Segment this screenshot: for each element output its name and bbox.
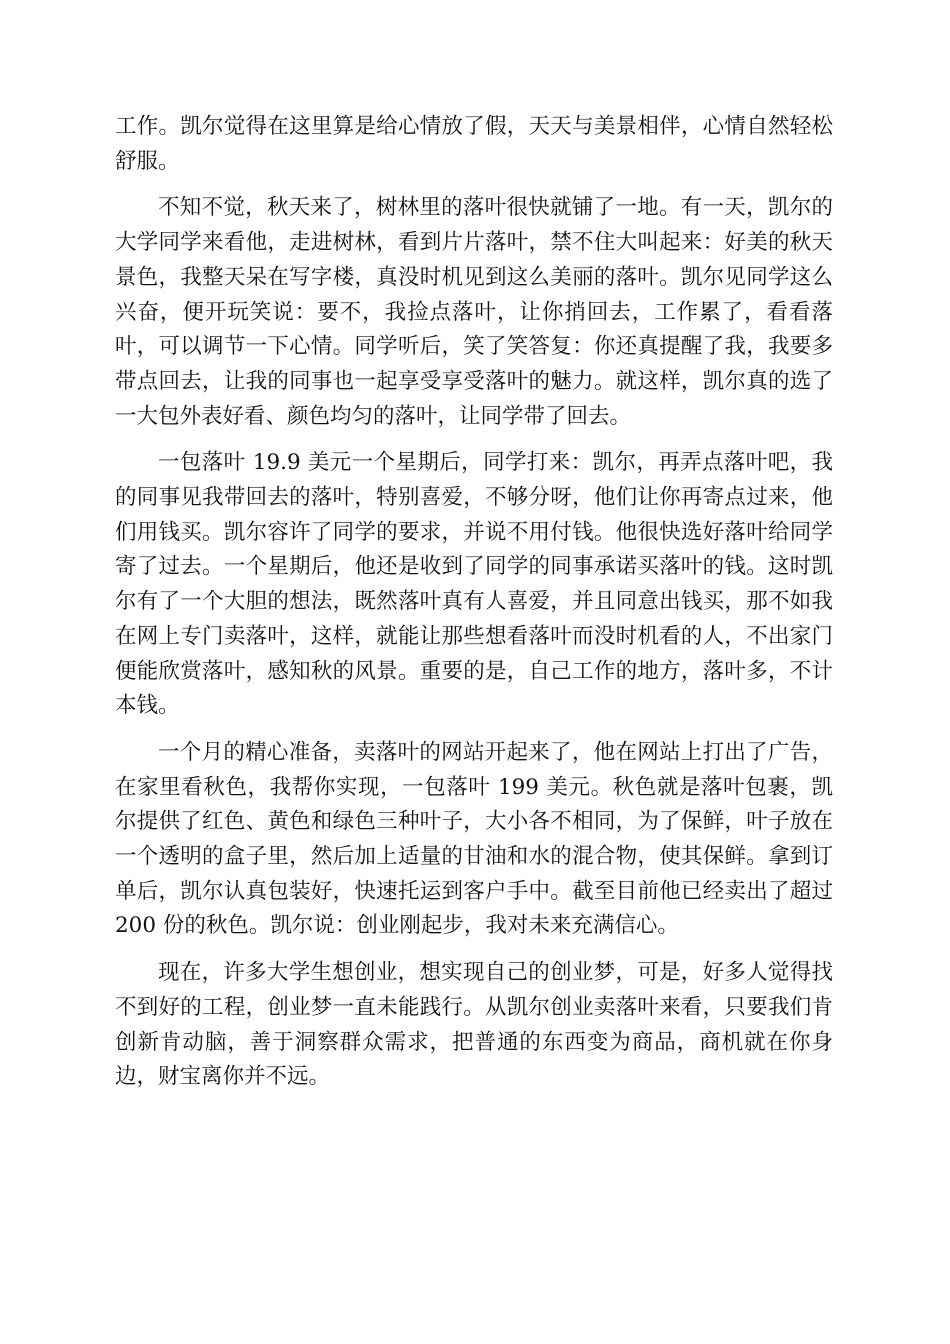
paragraph-website: 一个月的精心准备，卖落叶的网站开起来了，他在网站上打出了广告，在家里看秋色，我帮你实现，一包落叶 199 美元。秋色就是落叶包裹，凯尔提供了红色、黄色和绿色三种叶子，大小各不相同，为了保鲜，叶子放在一个透明的盒子里，然后加上适量的甘油和水的混合物，使其保鲜。拿到订单后，凯尔认真包装好，快速托运到客户手中。截至目前他已经卖出了超过 200 份的秋色。凯尔说：创业刚起步，我对未来充满信心。 xyxy=(115,739,833,939)
paragraph-continuation: 工作。凯尔觉得在这里算是给心情放了假，天天与美景相伴，心情自然轻松舒服。 xyxy=(115,114,833,174)
paragraph-conclusion: 现在，许多大学生想创业，想实现自己的创业梦，可是，好多人觉得找不到好的工程，创业梦一直未能践行。从凯尔创业卖落叶来看，只要我们肯创新肯动脑，善于洞察群众需求，把普通的东西变为商品，商机就在你身边，财宝离你并不远。 xyxy=(115,960,833,1090)
paragraph-autumn-leaves: 不知不觉，秋天来了，树林里的落叶很快就铺了一地。有一天，凯尔的大学同学来看他，走进树林，看到片片落叶，禁不住大叫起来：好美的秋天景色，我整天呆在写字楼，真没时机见到这么美丽的落叶。凯尔见同学这么兴奋，便开玩笑说：要不，我捡点落叶，让你捎回去，工作累了，看看落叶，可以调节一下心情。同学听后，笑了笑答复：你还真提醒了我，我要多带点回去，让我的同事也一起享受享受落叶的魅力。就这样，凯尔真的选了一大包外表好看、颜色均匀的落叶，让同学带了回去。 xyxy=(115,195,833,429)
paragraph-price-idea: 一包落叶 19.9 美元一个星期后，同学打来：凯尔，再弄点落叶吧，我的同事见我带回去的落叶，特别喜爱，不够分呀，他们让你再寄点过来，他们用钱买。凯尔容许了同学的要求，并说不用付钱。他很快选好落叶给同学寄了过去。一个星期后，他还是收到了同学的同事承诺买落叶的钱。这时凯尔有了一个大胆的想法，既然落叶真有人喜爱，并且同意出钱买，那不如我在网上专门卖落叶，这样，就能让那些想看落叶而没时机看的人，不出家门便能欣赏落叶，感知秋的风景。重要的是，自己工作的地方，落叶多，不计本钱。 xyxy=(115,450,833,719)
document-body xyxy=(115,110,833,1095)
